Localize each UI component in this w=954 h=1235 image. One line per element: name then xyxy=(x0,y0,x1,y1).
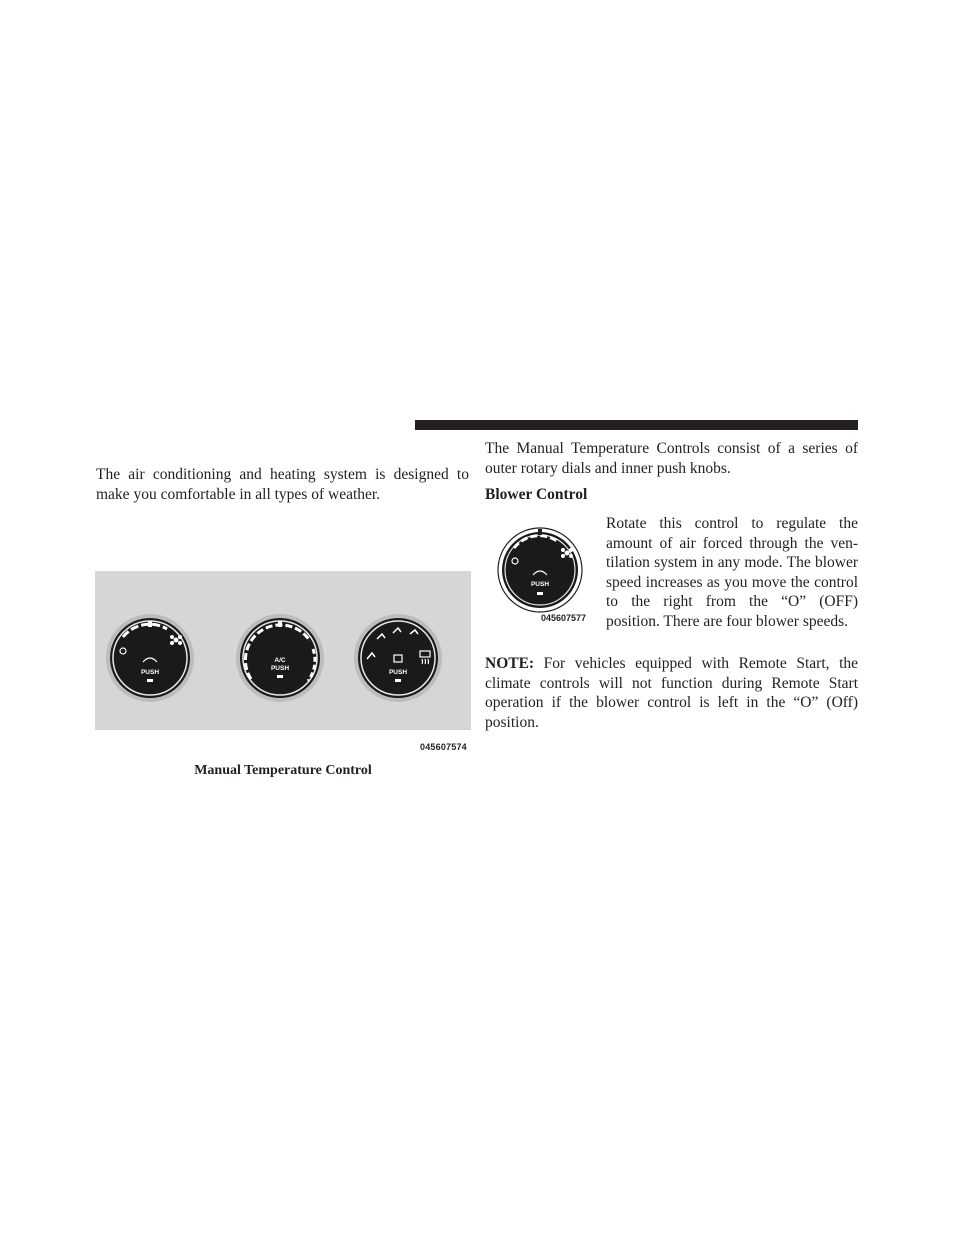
dial-figure-code: 045607577 xyxy=(541,613,587,623)
temperature-knob xyxy=(236,614,324,702)
figure-caption: Manual Temperature Control xyxy=(194,763,372,778)
blower-control-heading: Blower Control xyxy=(485,486,588,503)
intro-paragraph: The air conditioning and heating system is designed to make you comfortable in all types of weather. xyxy=(96,466,469,503)
figure-code: 045607574 xyxy=(420,742,467,752)
note-text: For vehicles equipped with Remote Start, the climate controls will not function during Remote Start operation if the blower control is left in the “O” (Off) position. xyxy=(485,655,859,731)
ac-push-label: PUSH xyxy=(270,665,290,672)
ac-label: A/C xyxy=(274,657,286,664)
blower-dial-push-label: PUSH xyxy=(530,581,550,588)
note-label: NOTE: xyxy=(485,655,535,672)
blower-push-label: PUSH xyxy=(140,669,160,676)
mode-knob xyxy=(354,614,442,702)
mode-push-label: PUSH xyxy=(388,669,408,676)
blower-description: Rotate this control to regulate the amount of air forced through the ven-tilation system in any mode. The blower speed increases as you move the control to the right from the “O” (OFF) position. There are four blower speeds. xyxy=(606,515,858,630)
blower-dial-illustration xyxy=(497,526,585,620)
blower-knob xyxy=(106,614,194,702)
climate-controls-photo xyxy=(95,571,471,730)
controls-intro-paragraph: The Manual Temperature Controls consist of a series of outer rotary dials and inner push knobs. xyxy=(485,440,858,477)
section-header-bar xyxy=(415,420,858,430)
note-paragraph xyxy=(485,654,858,732)
